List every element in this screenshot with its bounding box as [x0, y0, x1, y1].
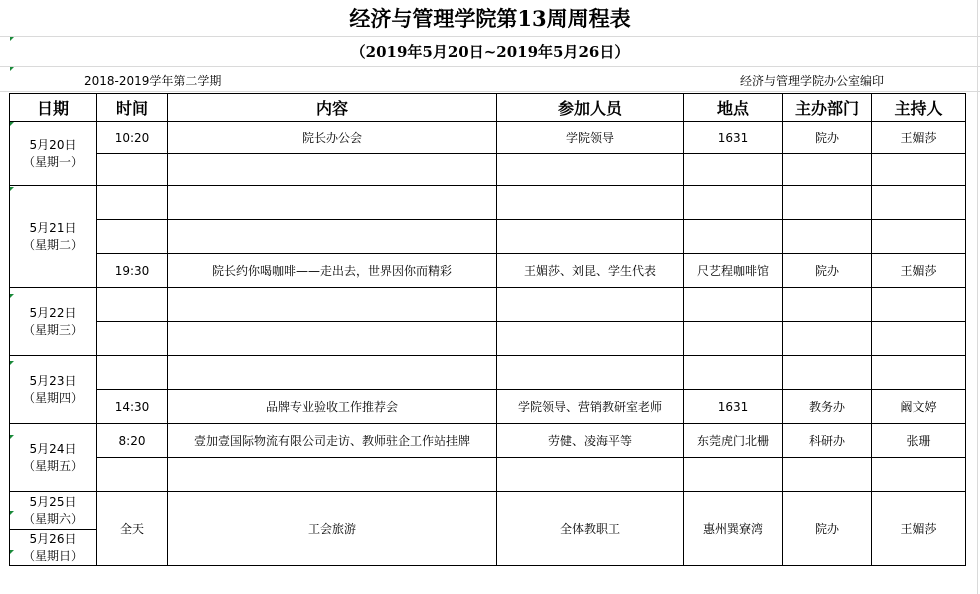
- host-cell[interactable]: 王媚莎: [872, 492, 966, 566]
- empty-cell[interactable]: [97, 186, 168, 220]
- empty-cell[interactable]: [497, 458, 684, 492]
- schedule-table: [9, 93, 966, 566]
- header-content[interactable]: 内容: [168, 94, 497, 122]
- date-cell-tue[interactable]: [10, 186, 97, 288]
- empty-cell[interactable]: [97, 154, 168, 186]
- table-row: [10, 288, 966, 322]
- date-text: 5月25日: [29, 494, 77, 509]
- time-cell[interactable]: 14:30: [97, 390, 168, 424]
- cell-marker-icon: [10, 361, 14, 365]
- empty-cell[interactable]: [783, 356, 872, 390]
- cell-marker-icon: [10, 435, 14, 439]
- time-cell[interactable]: 8:20: [97, 424, 168, 458]
- empty-cell[interactable]: [97, 458, 168, 492]
- empty-cell[interactable]: [872, 288, 966, 322]
- header-row: [10, 94, 966, 122]
- weekday-text: （星期三）: [22, 322, 83, 337]
- empty-cell[interactable]: [97, 220, 168, 254]
- table-row: [10, 322, 966, 356]
- date-cell-thu[interactable]: [10, 356, 97, 424]
- table-row: [10, 122, 966, 154]
- empty-cell[interactable]: [684, 220, 783, 254]
- table-row: [10, 220, 966, 254]
- content-cell[interactable]: 壹加壹国际物流有限公司走访、教师驻企工作站挂牌: [168, 424, 497, 458]
- empty-cell[interactable]: [497, 154, 684, 186]
- empty-cell[interactable]: [783, 186, 872, 220]
- time-cell[interactable]: 19:30: [97, 254, 168, 288]
- content-cell[interactable]: 品牌专业验收工作推荐会: [168, 390, 497, 424]
- empty-cell[interactable]: [168, 154, 497, 186]
- weekday-text: （星期日）: [22, 548, 83, 563]
- cell-marker-icon: [10, 550, 14, 554]
- header-time[interactable]: 时间: [97, 94, 168, 122]
- participants-cell[interactable]: 劳健、凌海平等: [497, 424, 684, 458]
- date-cell-sat[interactable]: [10, 492, 97, 530]
- content-cell[interactable]: 院长约你喝咖啡——走出去，世界因你而精彩: [168, 254, 497, 288]
- department-cell[interactable]: 院办: [783, 122, 872, 154]
- date-cell-wed[interactable]: [10, 288, 97, 356]
- empty-cell[interactable]: [872, 154, 966, 186]
- empty-cell[interactable]: [872, 458, 966, 492]
- empty-cell[interactable]: [497, 220, 684, 254]
- empty-cell[interactable]: [168, 288, 497, 322]
- cell-marker-icon: [10, 294, 14, 298]
- department-cell[interactable]: 科研办: [783, 424, 872, 458]
- table-row: [10, 492, 966, 530]
- location-cell[interactable]: 1631: [684, 390, 783, 424]
- header-date[interactable]: 日期: [10, 94, 97, 122]
- participants-cell[interactable]: 学院领导、营销教研室老师: [497, 390, 684, 424]
- header-department[interactable]: 主办部门: [783, 94, 872, 122]
- empty-cell[interactable]: [684, 322, 783, 356]
- empty-cell[interactable]: [497, 186, 684, 220]
- participants-cell[interactable]: 学院领导: [497, 122, 684, 154]
- empty-cell[interactable]: [97, 322, 168, 356]
- cell-marker-icon: [10, 37, 14, 41]
- cell-marker-icon: [10, 67, 14, 71]
- date-text: 5月23日: [29, 373, 77, 388]
- location-cell[interactable]: 惠州巽寮湾: [684, 492, 783, 566]
- location-cell[interactable]: 尺艺程咖啡馆: [684, 254, 783, 288]
- date-text: 5月24日: [29, 441, 77, 456]
- empty-cell[interactable]: [783, 220, 872, 254]
- header-participants[interactable]: 参加人员: [497, 94, 684, 122]
- location-cell[interactable]: 1631: [684, 122, 783, 154]
- time-cell[interactable]: 全天: [97, 492, 168, 566]
- empty-cell[interactable]: [872, 186, 966, 220]
- host-cell[interactable]: 阚文婷: [872, 390, 966, 424]
- header-location[interactable]: 地点: [684, 94, 783, 122]
- empty-cell[interactable]: [684, 186, 783, 220]
- empty-cell[interactable]: [497, 288, 684, 322]
- empty-cell[interactable]: [97, 356, 168, 390]
- empty-cell[interactable]: [872, 322, 966, 356]
- empty-cell[interactable]: [684, 356, 783, 390]
- date-text: 5月21日: [29, 220, 77, 235]
- empty-cell[interactable]: [168, 220, 497, 254]
- table-row: [10, 186, 966, 220]
- department-cell[interactable]: 教务办: [783, 390, 872, 424]
- weekday-text: （星期五）: [22, 458, 83, 473]
- semester-label: 2018-2019学年第二学期: [84, 74, 222, 88]
- empty-cell[interactable]: [168, 458, 497, 492]
- time-cell[interactable]: 10:20: [97, 122, 168, 154]
- empty-cell[interactable]: [684, 288, 783, 322]
- cell-marker-icon: [10, 187, 14, 191]
- weekday-text: （星期一）: [22, 154, 83, 169]
- weekday-text: （星期六）: [22, 511, 83, 526]
- date-range-subtitle: （2019年5月20日~2019年5月26日）: [350, 43, 630, 61]
- page-title: 经济与管理学院第13周周程表: [349, 6, 631, 31]
- cell-marker-icon: [10, 511, 14, 515]
- date-cell-fri[interactable]: [10, 424, 97, 492]
- participants-cell[interactable]: 王媚莎、刘昆、学生代表: [497, 254, 684, 288]
- cell-marker-icon: [10, 122, 14, 126]
- table-row: [10, 154, 966, 186]
- empty-cell[interactable]: [684, 154, 783, 186]
- host-cell[interactable]: 王媚莎: [872, 254, 966, 288]
- empty-cell[interactable]: [783, 154, 872, 186]
- table-row: [10, 458, 966, 492]
- empty-cell[interactable]: [872, 356, 966, 390]
- empty-cell[interactable]: [497, 356, 684, 390]
- location-cell[interactable]: 东莞虎门北栅: [684, 424, 783, 458]
- empty-cell[interactable]: [684, 458, 783, 492]
- empty-cell[interactable]: [783, 288, 872, 322]
- date-cell-mon[interactable]: [10, 122, 97, 186]
- date-text: 5月26日: [29, 531, 77, 546]
- host-cell[interactable]: 王媚莎: [872, 122, 966, 154]
- header-host[interactable]: 主持人: [872, 94, 966, 122]
- department-cell[interactable]: 院办: [783, 254, 872, 288]
- table-row: [10, 356, 966, 390]
- date-text: 5月22日: [29, 305, 77, 320]
- host-cell[interactable]: 张珊: [872, 424, 966, 458]
- table-row: [10, 424, 966, 458]
- table-row: [10, 254, 966, 288]
- date-cell-sun[interactable]: [10, 530, 97, 566]
- editor-label: 经济与管理学院办公室编印: [740, 74, 885, 88]
- weekday-text: （星期二）: [22, 237, 83, 252]
- empty-cell[interactable]: [97, 288, 168, 322]
- participants-cell[interactable]: 全体教职工: [497, 492, 684, 566]
- empty-cell[interactable]: [168, 356, 497, 390]
- department-cell[interactable]: 院办: [783, 492, 872, 566]
- empty-cell[interactable]: [872, 220, 966, 254]
- empty-cell[interactable]: [783, 458, 872, 492]
- empty-cell[interactable]: [783, 322, 872, 356]
- empty-cell[interactable]: [168, 186, 497, 220]
- content-cell[interactable]: 工会旅游: [168, 492, 497, 566]
- date-text: 5月20日: [29, 137, 77, 152]
- empty-cell[interactable]: [497, 322, 684, 356]
- empty-cell[interactable]: [168, 322, 497, 356]
- content-cell[interactable]: 院长办公会: [168, 122, 497, 154]
- table-row: [10, 390, 966, 424]
- weekday-text: （星期四）: [22, 390, 83, 405]
